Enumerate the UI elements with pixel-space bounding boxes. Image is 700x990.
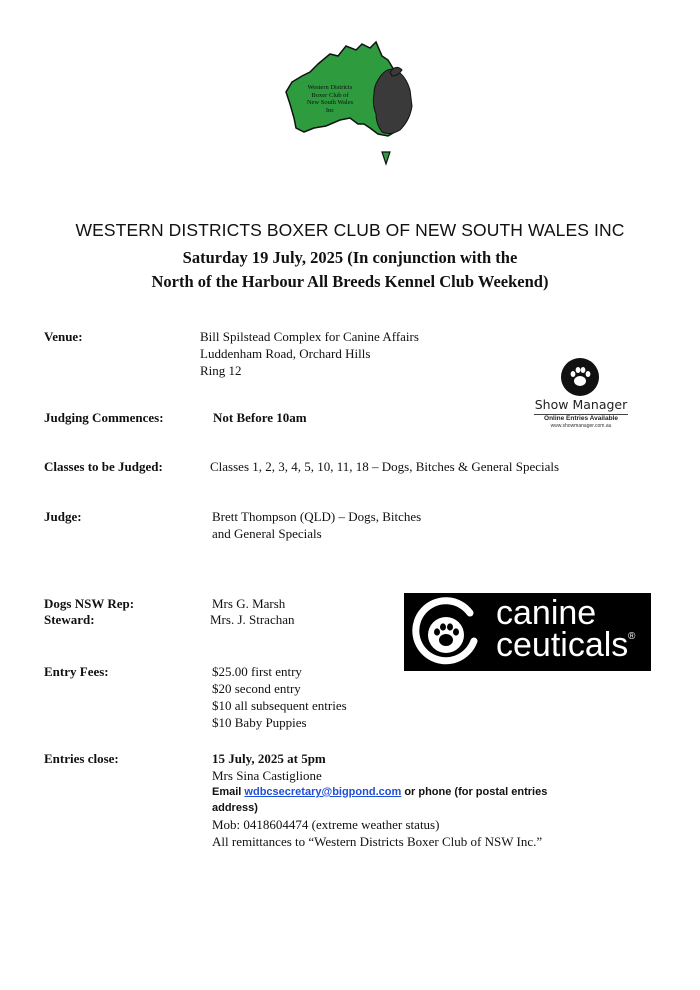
show-manager-name: Show Manager xyxy=(534,397,628,412)
venue-line: Bill Spilstead Complex for Canine Affairs xyxy=(200,329,419,344)
email-prefix: Email xyxy=(212,786,242,798)
brand-name-line1: canine xyxy=(496,594,597,632)
rep-label: Dogs NSW Rep: xyxy=(44,596,135,611)
judge-line: Brett Thompson (QLD) – Dogs, Bitches xyxy=(212,509,422,524)
classes-label: Classes to be Judged: xyxy=(44,459,163,474)
judging-label: Judging Commences: xyxy=(44,410,164,425)
logo-text-line: Western Districts xyxy=(307,84,353,91)
logo-text-line: Boxer Club of xyxy=(311,91,349,99)
club-logo xyxy=(278,40,428,174)
steward-label: Steward: xyxy=(44,612,95,627)
email-suffix: or phone (for postal entries xyxy=(404,786,548,798)
venue-value xyxy=(200,328,419,379)
entries-label: Entries close: xyxy=(44,751,119,766)
logo-text-line: Inc xyxy=(325,106,335,114)
fee-line: $20 second entry xyxy=(212,681,301,696)
show-manager-url[interactable]: www.showmanager.com.au xyxy=(550,423,612,429)
logo-text-line: New South Wales xyxy=(306,99,354,106)
event-conjunction-line: North of the Harbour All Breeds Kennel Club Weekend) xyxy=(151,272,549,291)
event-date-line: Saturday 19 July, 2025 (In conjunction with the xyxy=(182,248,518,267)
email-link[interactable]: wdbcsecretary@bigpond.com xyxy=(244,786,402,798)
remittance-note: All remittances to “Western Districts Boxer Club of NSW Inc.” xyxy=(212,834,543,849)
judge-line: and General Specials xyxy=(212,526,322,541)
page-title: WESTERN DISTRICTS BOXER CLUB OF NEW SOUTH WALES INC xyxy=(75,220,625,240)
brand-name-line2: ceuticals xyxy=(496,626,629,664)
show-manager-logo xyxy=(524,358,640,434)
venue-line: Luddenham Road, Orchard Hills xyxy=(200,346,371,361)
judge-label: Judge: xyxy=(44,509,82,524)
judge-value xyxy=(212,508,421,542)
club-logo-text xyxy=(300,84,360,114)
venue-line: Ring 12 xyxy=(200,363,242,378)
venue-label: Venue: xyxy=(44,329,83,344)
entries-value xyxy=(212,750,547,850)
classes-value: Classes 1, 2, 3, 4, 5, 10, 11, 18 – Dogs, Bitches & General Specials xyxy=(210,459,560,474)
steward-value: Mrs. J. Strachan xyxy=(210,612,295,627)
fees-label: Entry Fees: xyxy=(44,664,109,679)
fee-line: $10 Baby Puppies xyxy=(212,715,307,730)
mobile-number: Mob: 0418604474 (extreme weather status) xyxy=(212,817,440,832)
rep-value: Mrs G. Marsh xyxy=(212,596,286,611)
fees-value xyxy=(212,663,347,731)
entries-close-date: 15 July, 2025 at 5pm xyxy=(212,751,326,766)
entries-contact-name: Mrs Sina Castiglione xyxy=(212,768,322,783)
canine-ceuticals-logo xyxy=(404,593,651,671)
paw-icon xyxy=(410,597,482,669)
email-line xyxy=(212,784,547,800)
paw-icon xyxy=(561,358,599,396)
show-manager-tagline: Online Entries Available xyxy=(544,415,618,422)
fee-line: $10 all subsequent entries xyxy=(212,698,347,713)
fee-line: $25.00 first entry xyxy=(212,664,302,679)
email-suffix-line2: address) xyxy=(212,802,258,814)
judging-value: Not Before 10am xyxy=(213,410,307,425)
registered-mark: ® xyxy=(628,631,636,642)
